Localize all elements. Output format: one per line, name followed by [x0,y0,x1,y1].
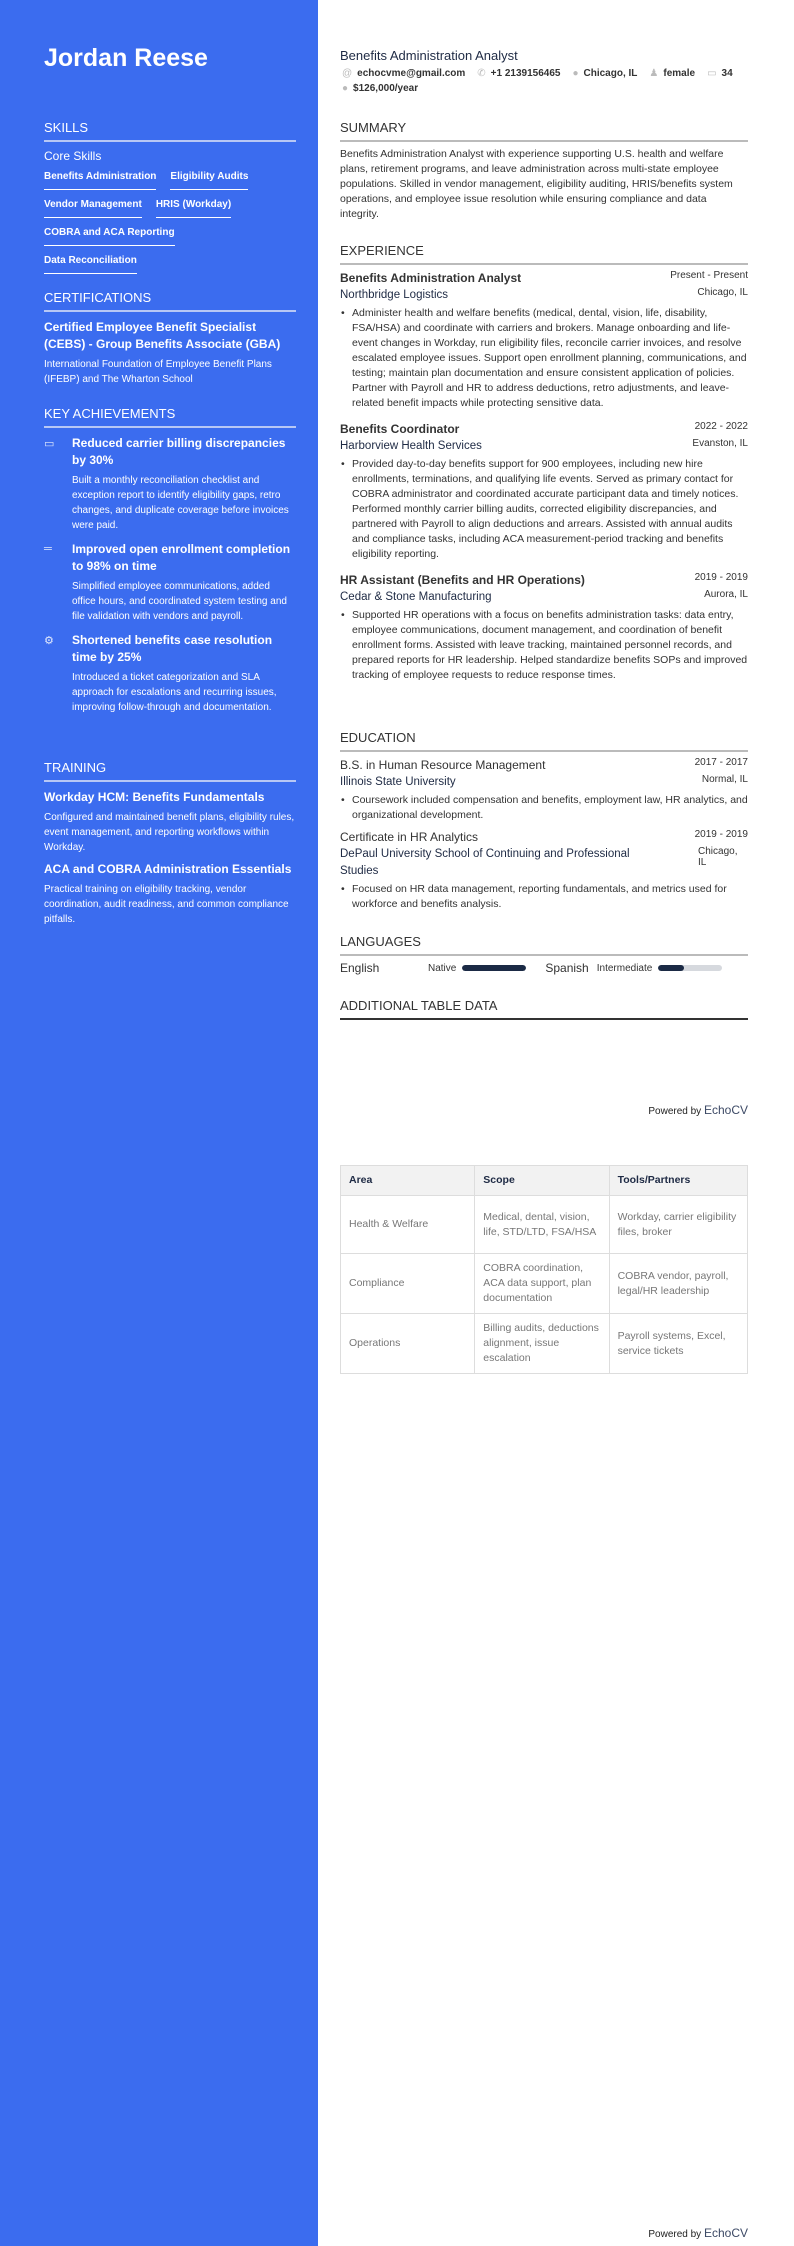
at-icon: @ [342,68,353,79]
column-header: Tools/Partners [609,1166,747,1196]
languages-section [340,934,748,975]
language-level: Native [428,962,457,974]
table-cell: Compliance [341,1254,475,1314]
powered-by [648,2226,748,2240]
lines-icon: ═ [44,543,52,555]
header [340,48,748,94]
language-bar [462,965,526,971]
bullet: • Supported HR operations with a focus on benefits administration tasks: data entry, employee communications, document management, and coordination of benefit enrollment forms. Assisted with leave tracking, maintained personnel records, and prepared reports for HR leadership. Helped standardize benefits SOPs and improved tracking of employee requests to reduce response times. [340,608,748,683]
company: Northbridge Logistics [340,289,449,301]
additional-section [340,998,748,1025]
person-icon: ♟ [649,68,659,79]
bullet: • Coursework included compensation and benefits, employment law, HR analytics, and organizational development. [340,793,748,823]
contact-age [707,68,733,79]
education-item [340,757,748,823]
column-header: Scope [475,1166,609,1196]
bullet: • Administer health and welfare benefits (medical, dental, vision, life, disability, FSA/HSA) and coordinate with carriers and brokers. Manage onboarding and life-event changes in Workday, run eligibility files, reconcile carrier invoices, and resolve escalated employee issues. Support open enrollment planning, communications, and testing; maintain plan documentation and ensure consistent application of policies. Partner with Payroll and HR to address deductions, retro adjustments, and leave-related benefit impacts while protecting sensitive data. [340,306,748,411]
language-level: Intermediate [596,962,653,974]
dates: 2019 - 2019 [694,572,748,583]
skills-section [44,120,296,279]
table-cell: Billing audits, deductions alignment, issue escalation [475,1314,609,1374]
table-row [341,1314,748,1374]
table-row [341,1254,748,1314]
achievement-item [44,632,296,715]
section-heading: SKILLS [44,120,296,142]
phone-icon: ✆ [477,68,486,79]
location: Chicago, IL [698,846,738,868]
company: Cedar & Stone Manufacturing [340,591,492,603]
contact-location [572,68,637,79]
experience-section [340,243,748,693]
company: Harborview Health Services [340,440,482,452]
table-cell: Payroll systems, Excel, service tickets [609,1314,747,1374]
position-title: HR Assistant (Benefits and HR Operations) [340,573,585,587]
training-title: Workday HCM: Benefits Fundamentals [44,790,265,804]
skills-group: Core Skills [44,149,102,163]
table-cell: Medical, dental, vision, life, STD/LTD, FSA/HSA [475,1196,609,1254]
dates: 2022 - 2022 [694,421,748,432]
experience-item [340,270,748,411]
dates: 2019 - 2019 [694,829,748,840]
training-title: ACA and COBRA Administration Essentials [44,862,292,876]
brand-logo: EchoCV [703,2226,748,2240]
table-cell: COBRA vendor, payroll, legal/HR leadership [609,1254,747,1314]
table-cell: Workday, carrier eligibility files, broker [609,1196,747,1254]
achievement-desc: Introduced a ticket categorization and SLA approach for escalations and recurring issues, improving follow-through and documentation. [72,672,277,713]
contact-salary [342,83,418,94]
skill-tag: Data Reconciliation [44,251,137,274]
location: Chicago, IL [697,287,748,298]
school: DePaul University School of Continuing and Professional Studies [340,848,630,877]
powered-text: Powered by [648,1106,702,1117]
summary-text: Benefits Administration Analyst with experience supporting U.S. health and welfare plans, retirement programs, and leave administration across multi-state employee populations. Skilled in vendor management, eligibility auditing, HRIS/benefits system operations, and employee issue resolution while ensuring compliance and data integrity. [340,148,733,220]
salary-text: $126,000/year [353,83,419,94]
achievement-title: Reduced carrier billing discrepancies by 30% [72,436,286,467]
powered-text: Powered by [648,2229,702,2240]
position-title: Benefits Administration Analyst [340,271,522,285]
brand-logo: EchoCV [703,1103,748,1117]
phone-text: +1 2139156465 [490,68,561,79]
column-header: Area [341,1166,475,1196]
achievements-section [44,406,296,723]
degree: B.S. in Human Resource Management [340,758,546,772]
certification-title: Certified Employee Benefit Specialist (CEBS) - Group Benefits Associate (GBA) [44,320,281,351]
experience-item [340,572,748,683]
skill-tag: HRIS (Workday) [156,195,231,218]
calendar-icon: ▭ [707,68,717,79]
sidebar [0,0,318,2246]
section-heading: EXPERIENCE [340,243,748,265]
skill-tag: Benefits Administration [44,167,156,190]
summary-section [340,120,748,222]
dates: Present - Present [670,270,748,281]
location-text: Chicago, IL [583,68,638,79]
section-heading: SUMMARY [340,120,748,142]
section-heading: EDUCATION [340,730,748,752]
table-cell: Health & Welfare [341,1196,475,1254]
section-heading: KEY ACHIEVEMENTS [44,406,296,428]
achievement-desc: Simplified employee communications, added office hours, and coordinated system testing and file validation with vendors and payroll. [72,581,287,622]
table-cell: COBRA coordination, ACA data support, plan documentation [475,1254,609,1314]
contact-phone [477,68,560,79]
training-section [44,760,296,933]
certifications-section [44,290,296,387]
section-heading: TRAINING [44,760,296,782]
contact-email[interactable] [342,68,465,79]
gear-icon: ⚙ [44,635,54,647]
school: Illinois State University [340,776,456,788]
achievement-title: Improved open enrollment completion to 98% on time [72,542,291,573]
age-text: 34 [721,68,733,79]
powered-by [648,1103,748,1117]
location: Evanston, IL [692,438,748,449]
contact-info [340,68,748,94]
section-heading: ADDITIONAL TABLE DATA [340,998,748,1020]
certification-issuer: International Foundation of Employee Benefit Plans (IFEBP) and The Wharton School [44,359,272,385]
additional-table [340,1165,748,1374]
achievement-desc: Built a monthly reconciliation checklist and exception report to identify eligibility gaps, retro changes, and duplicate coverage before invoices were paid. [72,475,289,531]
money-icon: ● [342,83,349,94]
language-name: English [340,961,380,975]
job-title: Benefits Administration Analyst [340,48,518,63]
candidate-name: Jordan Reese [44,44,208,72]
contact-gender [649,68,695,79]
section-heading: CERTIFICATIONS [44,290,296,312]
experience-item [340,421,748,562]
bullet: • Provided day-to-day benefits support for 900 employees, including new hire enrollments, terminations, and qualifying life events. Served as primary contact for COBRA administrator and coordinated accurate participant data and timely notices. Performed monthly carrier billing audits, corrected eligibility discrepancies, and partnered with Payroll to align deductions and arrears. Assisted with annual audits and compliance tasks, including ACA measurement-period tracking and benefits eligibility reporting. [340,457,748,562]
table-cell: Operations [341,1314,475,1374]
education-item [340,829,748,912]
gender-text: female [663,68,696,79]
location: Aurora, IL [704,589,748,600]
achievement-item [44,435,296,533]
table-row [341,1196,748,1254]
position-title: Benefits Coordinator [340,422,460,436]
education-section [340,730,748,922]
achievement-item [44,541,296,624]
dates: 2017 - 2017 [694,757,748,768]
pin-icon: ● [572,68,579,79]
degree: Certificate in HR Analytics [340,830,479,844]
achievement-title: Shortened benefits case resolution time by 25% [72,633,273,664]
bullet: • Focused on HR data management, reporting fundamentals, and metrics used for workforce and benefits analysis. [340,882,748,912]
section-heading: LANGUAGES [340,934,748,956]
language-name: Spanish [545,961,589,975]
email-text: echocvme@gmail.com [357,68,466,79]
skill-tag: Vendor Management [44,195,142,218]
language-bar [658,965,722,971]
skill-tag: COBRA and ACA Reporting [44,223,175,246]
training-desc: Configured and maintained benefit plans, eligibility rules, event management, and reporting workflows within Workday. [44,812,295,853]
location: Normal, IL [701,774,748,785]
calendar-icon: ▭ [44,438,55,450]
training-desc: Practical training on eligibility tracking, vendor coordination, audit readiness, and common compliance pitfalls. [44,884,289,925]
skill-tag: Eligibility Audits [170,167,248,190]
